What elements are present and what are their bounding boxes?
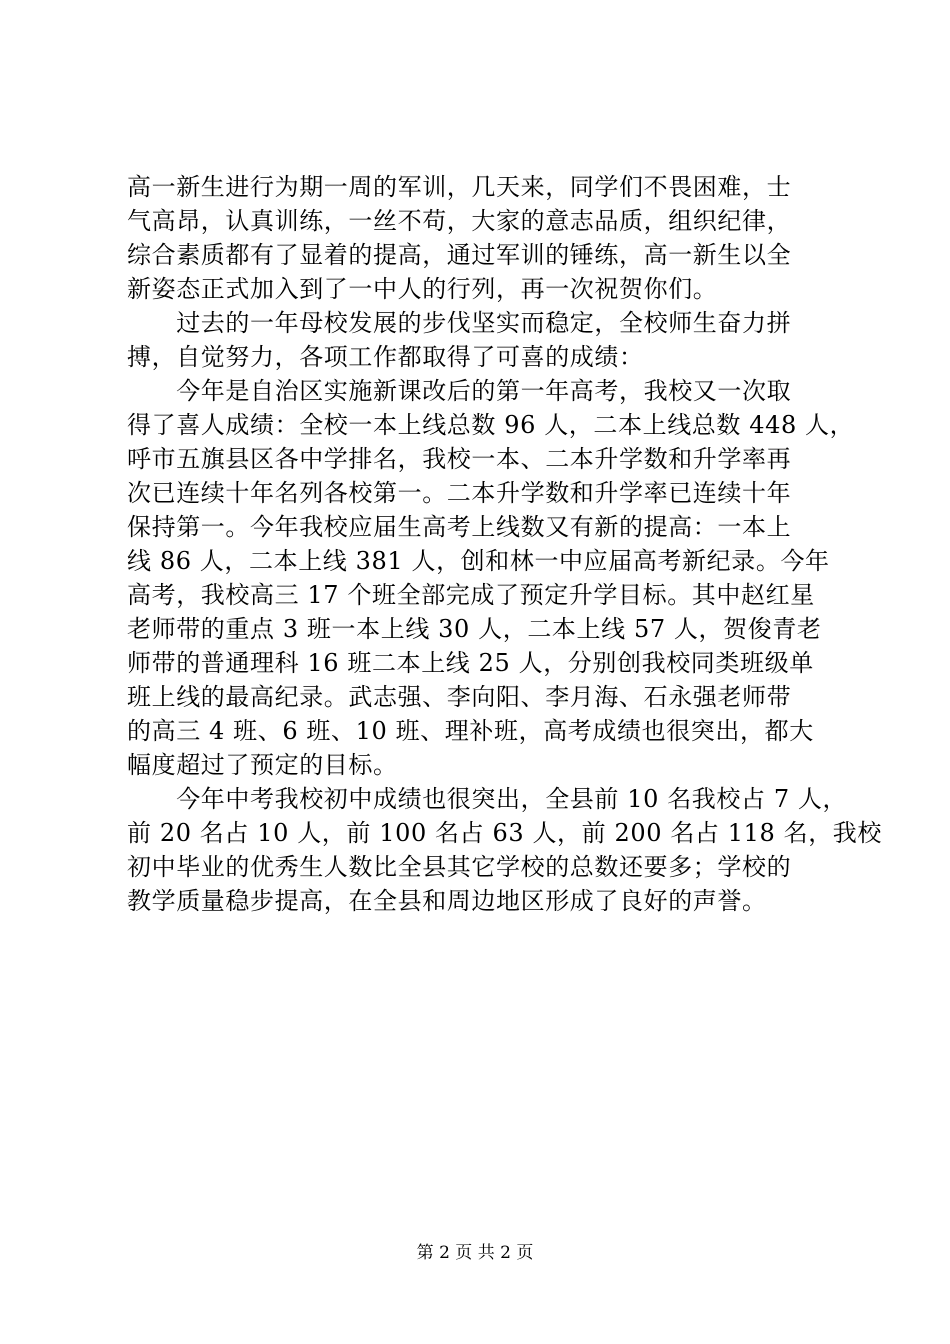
text-line: 的高三 4 班、6 班、10 班、理补班，高考成绩也很突出，都大	[127, 717, 814, 745]
text-line: 得了喜人成绩：全校一本上线总数 96 人，二本上线总数 448 人，	[127, 411, 855, 439]
text-line: 高一新生进行为期一周的军训，几天来，同学们不畏困难，士	[127, 173, 792, 201]
text-line: 今年是自治区实施新课改后的第一年高考，我校又一次取	[127, 377, 792, 405]
text-line: 呼市五旗县区各中学排名，我校一本、二本升学数和升学率再	[127, 445, 792, 473]
text-line: 班上线的最高纪录。武志强、李向阳、李月海、石永强老师带	[127, 683, 792, 711]
text-line: 今年中考我校初中成绩也很突出，全县前 10 名我校占 7 人，	[127, 785, 848, 813]
text-line: 师带的普通理科 16 班二本上线 25 人，分别创我校同类班级单	[127, 649, 814, 677]
document-body	[127, 170, 882, 918]
text-line: 老师带的重点 3 班一本上线 30 人，二本上线 57 人，贺俊青老	[127, 615, 822, 643]
text-line: 新姿态正式加入到了一中人的行列，再一次祝贺你们。	[127, 275, 718, 303]
text-line: 幅度超过了预定的目标。	[127, 751, 398, 779]
text-line: 次已连续十年名列各校第一。二本升学数和升学率已连续十年	[127, 479, 792, 507]
text-line: 高考，我校高三 17 个班全部完成了预定升学目标。其中赵红星	[127, 581, 815, 609]
text-line: 综合素质都有了显着的提高，通过军训的锤练，高一新生以全	[127, 241, 792, 269]
text-line: 初中毕业的优秀生人数比全县其它学校的总数还要多；学校的	[127, 853, 792, 881]
text-line: 搏，自觉努力，各项工作都取得了可喜的成绩：	[127, 343, 644, 371]
page-number-footer: 第 2 页 共 2 页	[416, 1243, 534, 1263]
text-line: 气高昂，认真训练，一丝不苟，大家的意志品质，组织纪律，	[127, 207, 792, 235]
text-line: 过去的一年母校发展的步伐坚实而稳定，全校师生奋力拼	[127, 309, 792, 337]
text-line: 保持第一。今年我校应届生高考上线数又有新的提高：一本上	[127, 513, 792, 541]
text-line: 线 86 人，二本上线 381 人，创和林一中应届高考新纪录。今年	[127, 547, 830, 575]
text-line: 教学质量稳步提高，在全县和周边地区形成了良好的声誉。	[127, 887, 767, 915]
text-line: 前 20 名占 10 人，前 100 名占 63 人，前 200 名占 118 名，我校	[127, 819, 882, 847]
